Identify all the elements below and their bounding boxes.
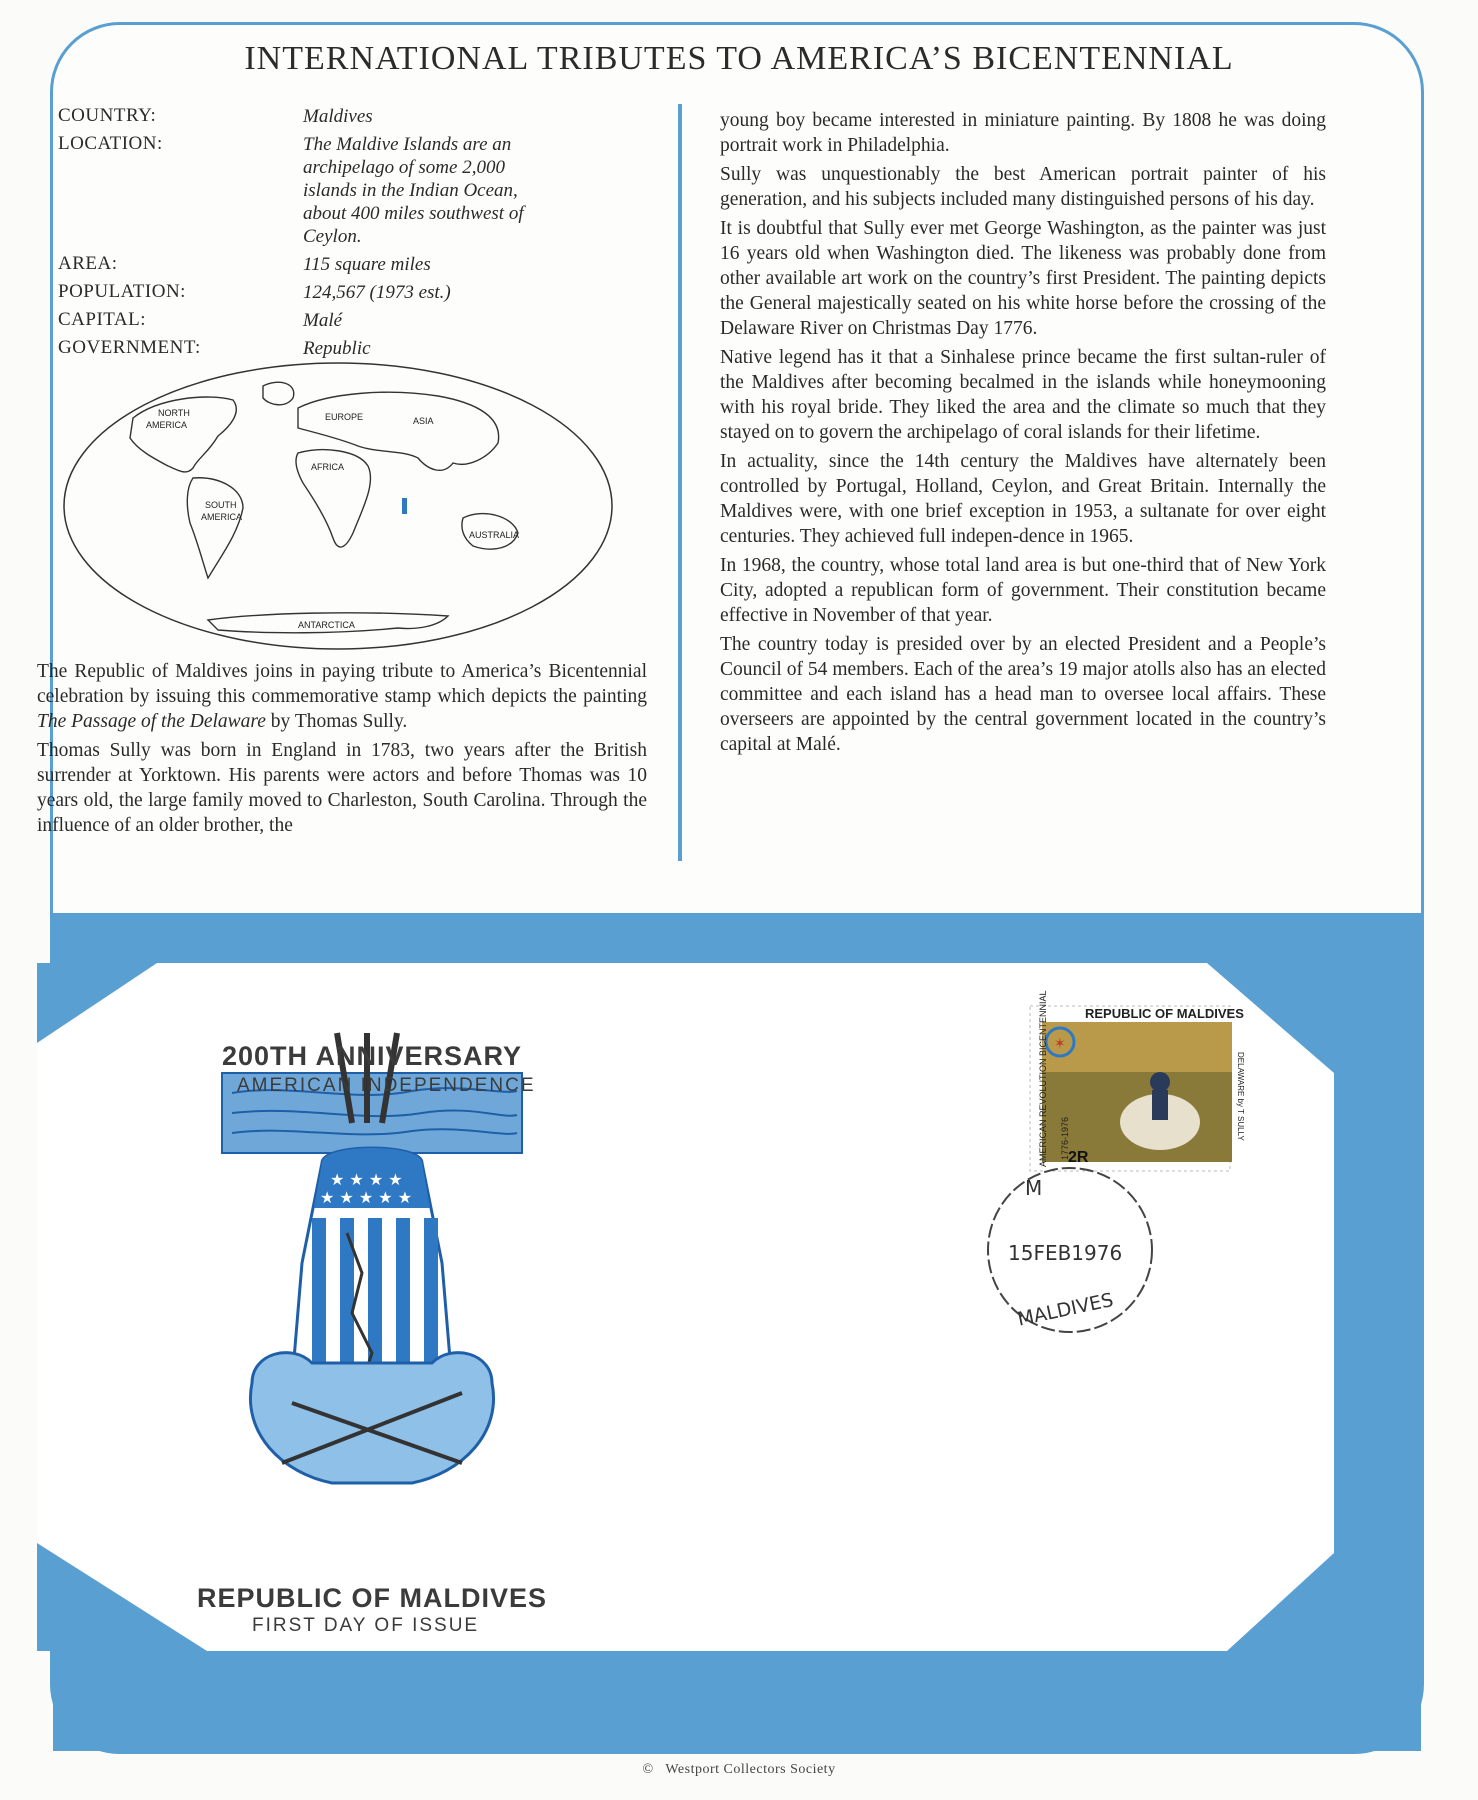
- bell-base-scroll: [250, 1353, 493, 1483]
- right-paragraph-3: It is doubtful that Sully ever met George Washington, as the painter was just 16 years old when Washington died. The likeness was probably done from other available art work on the country’s first President. The painting depicts the General majestically seated on his white horse before the crossing of the Delaware River on Christmas Day 1776.: [720, 218, 1326, 339]
- cover-first-day: FIRST DAY OF ISSUE: [252, 1615, 480, 1636]
- postmark-top: M: [1025, 1176, 1043, 1200]
- right-paragraph-2: Sully was unquestionably the best American portrait painter of his generation, and his subjects included many distinguished persons of his day.: [720, 164, 1326, 210]
- world-map: [58, 358, 618, 658]
- fact-value: The Maldive Islands are an archipelago of some 2,000 islands in the Indian Ocean, about 400 miles southwest of Ceylon.: [303, 134, 524, 247]
- right-paragraph-1: young boy became interested in miniature painting. By 1808 he was doing portrait work in Philadelphia.: [720, 110, 1326, 156]
- map-label-africa: AFRICA: [311, 462, 345, 472]
- fact-label: GOVERNMENT:: [58, 337, 201, 358]
- map-label-europe: EUROPE: [325, 412, 364, 422]
- fact-row-government: [58, 337, 618, 360]
- stamp-denomination: 2R: [1068, 1149, 1089, 1166]
- fact-label: CAPITAL:: [58, 309, 146, 330]
- corner-mount: [37, 1543, 207, 1651]
- svg-text:★ ★ ★ ★ ★: ★ ★ ★ ★ ★: [320, 1188, 413, 1207]
- stamp-emblem-text: AMERICAN REVOLUTION BICENTENNIAL: [1038, 990, 1048, 1167]
- europe-asia-shape: [298, 392, 499, 470]
- corner-mount: [1227, 1553, 1334, 1651]
- svg-text:✶: ✶: [1054, 1036, 1066, 1052]
- map-label-south-america-2: AMERICA: [201, 512, 243, 522]
- facts-table: [58, 105, 618, 365]
- world-map-graphic: [58, 358, 618, 658]
- fact-row-location: [58, 133, 618, 248]
- cover-independence: AMERICAN INDEPENDENCE: [237, 1075, 536, 1096]
- fact-label: POPULATION:: [58, 281, 186, 302]
- fact-value: Maldives: [303, 106, 373, 127]
- stamp-country: REPUBLIC OF MALDIVES: [1085, 1006, 1244, 1021]
- greenland-shape: [263, 382, 294, 405]
- fact-row-country: [58, 105, 618, 128]
- column-divider: [678, 104, 682, 861]
- footer-publisher: Westport Collectors Society: [665, 1762, 836, 1777]
- fact-label: LOCATION:: [58, 133, 163, 154]
- fact-value: Republic: [303, 338, 371, 359]
- maldives-marker: [402, 498, 407, 514]
- fact-row-capital: [58, 309, 618, 332]
- stamp-caption: DELAWARE by T SULLY: [1236, 1052, 1245, 1141]
- fact-row-area: [58, 253, 618, 276]
- cover-anniversary: 200TH ANNIVERSARY: [222, 1041, 523, 1071]
- postmark-place: MALDIVES: [1015, 1288, 1116, 1331]
- text-span: by Thomas Sully.: [265, 711, 408, 732]
- left-paragraph-2: Thomas Sully was born in England in 1783, two years after the British surrender at Yorktown. His parents were actors and before Thomas was 10 years old, the large family moved to Charleston, South Carolina. Through the influence of an older brother, the: [37, 740, 647, 836]
- map-label-asia: ASIA: [413, 416, 434, 426]
- liberty-bell-cachet: [212, 1033, 542, 1553]
- cover-republic: REPUBLIC OF MALDIVES: [197, 1583, 548, 1613]
- right-column-text: [720, 108, 1326, 761]
- postage-stamp: [950, 982, 1245, 1182]
- postmark-graphic: [970, 1155, 1170, 1345]
- left-paragraph-1: [37, 659, 647, 734]
- text-span: The Republic of Maldives joins in paying tribute to America’s Bicentennial celebration by issuing this commemorative stamp which depicts the painting: [37, 661, 647, 707]
- map-label-antarctica: ANTARCTICA: [298, 620, 355, 630]
- fact-value: 115 square miles: [303, 254, 431, 275]
- map-label-north-america-1: NORTH: [158, 408, 190, 418]
- postmark-date: 15FEB1976: [1008, 1241, 1123, 1265]
- footer: [0, 1762, 1478, 1778]
- corner-mount: [37, 963, 157, 1043]
- page-title: INTERNATIONAL TRIBUTES TO AMERICA’S BICENTENNIAL: [244, 40, 1234, 77]
- postmark: [970, 1155, 1170, 1345]
- map-label-north-america-2: AMERICA: [146, 420, 188, 430]
- map-label-south-america-1: SOUTH: [205, 500, 237, 510]
- fact-row-population: [58, 281, 618, 304]
- right-paragraph-6: In 1968, the country, whose total land area is but one-third that of New York City, adopted a republican form of government. Their constitution became effective in November of that year.: [720, 555, 1326, 626]
- right-paragraph-7: The country today is presided over by an elected President and a People’s Council of 54 members. Each of the area’s 19 major atolls also has an elected committee and each island has a head man to oversee local affairs. These overseers are appointed by the central government located in the country’s capital at Malé.: [720, 634, 1326, 755]
- map-label-australia: AUSTRALIA: [469, 530, 520, 540]
- fact-label: AREA:: [58, 253, 118, 274]
- svg-text:★ ★ ★ ★: ★ ★ ★ ★: [330, 1170, 403, 1189]
- right-paragraph-5: In actuality, since the 14th century the Maldives have alternately been controlled by Portugal, Holland, Ceylon, and Great Britain. Internally the Maldives were, with one brief exception in 1953, a sultanate for over eight centuries. They achieved full indepen-dence in 1965.: [720, 451, 1326, 547]
- fact-value: Malé: [303, 310, 343, 331]
- painting-title: The Passage of the Delaware: [37, 711, 266, 732]
- fact-label: COUNTRY:: [58, 105, 157, 126]
- copyright-symbol: ©: [642, 1762, 654, 1777]
- left-column-text: [37, 659, 647, 842]
- stamp-graphic: [950, 982, 1245, 1182]
- right-paragraph-4: Native legend has it that a Sinhalese prince became the first sultan-ruler of the Maldives after becoming becalmed in the islands while honeymooning with his royal bride. They liked the area and the climate so much that they stayed on to govern the archipelago of coral islands for their lifetime.: [720, 347, 1326, 443]
- south-america-shape: [187, 478, 243, 578]
- stamp-years: 1776-1976: [1060, 1116, 1070, 1160]
- fact-value: 124,567 (1973 est.): [303, 282, 451, 303]
